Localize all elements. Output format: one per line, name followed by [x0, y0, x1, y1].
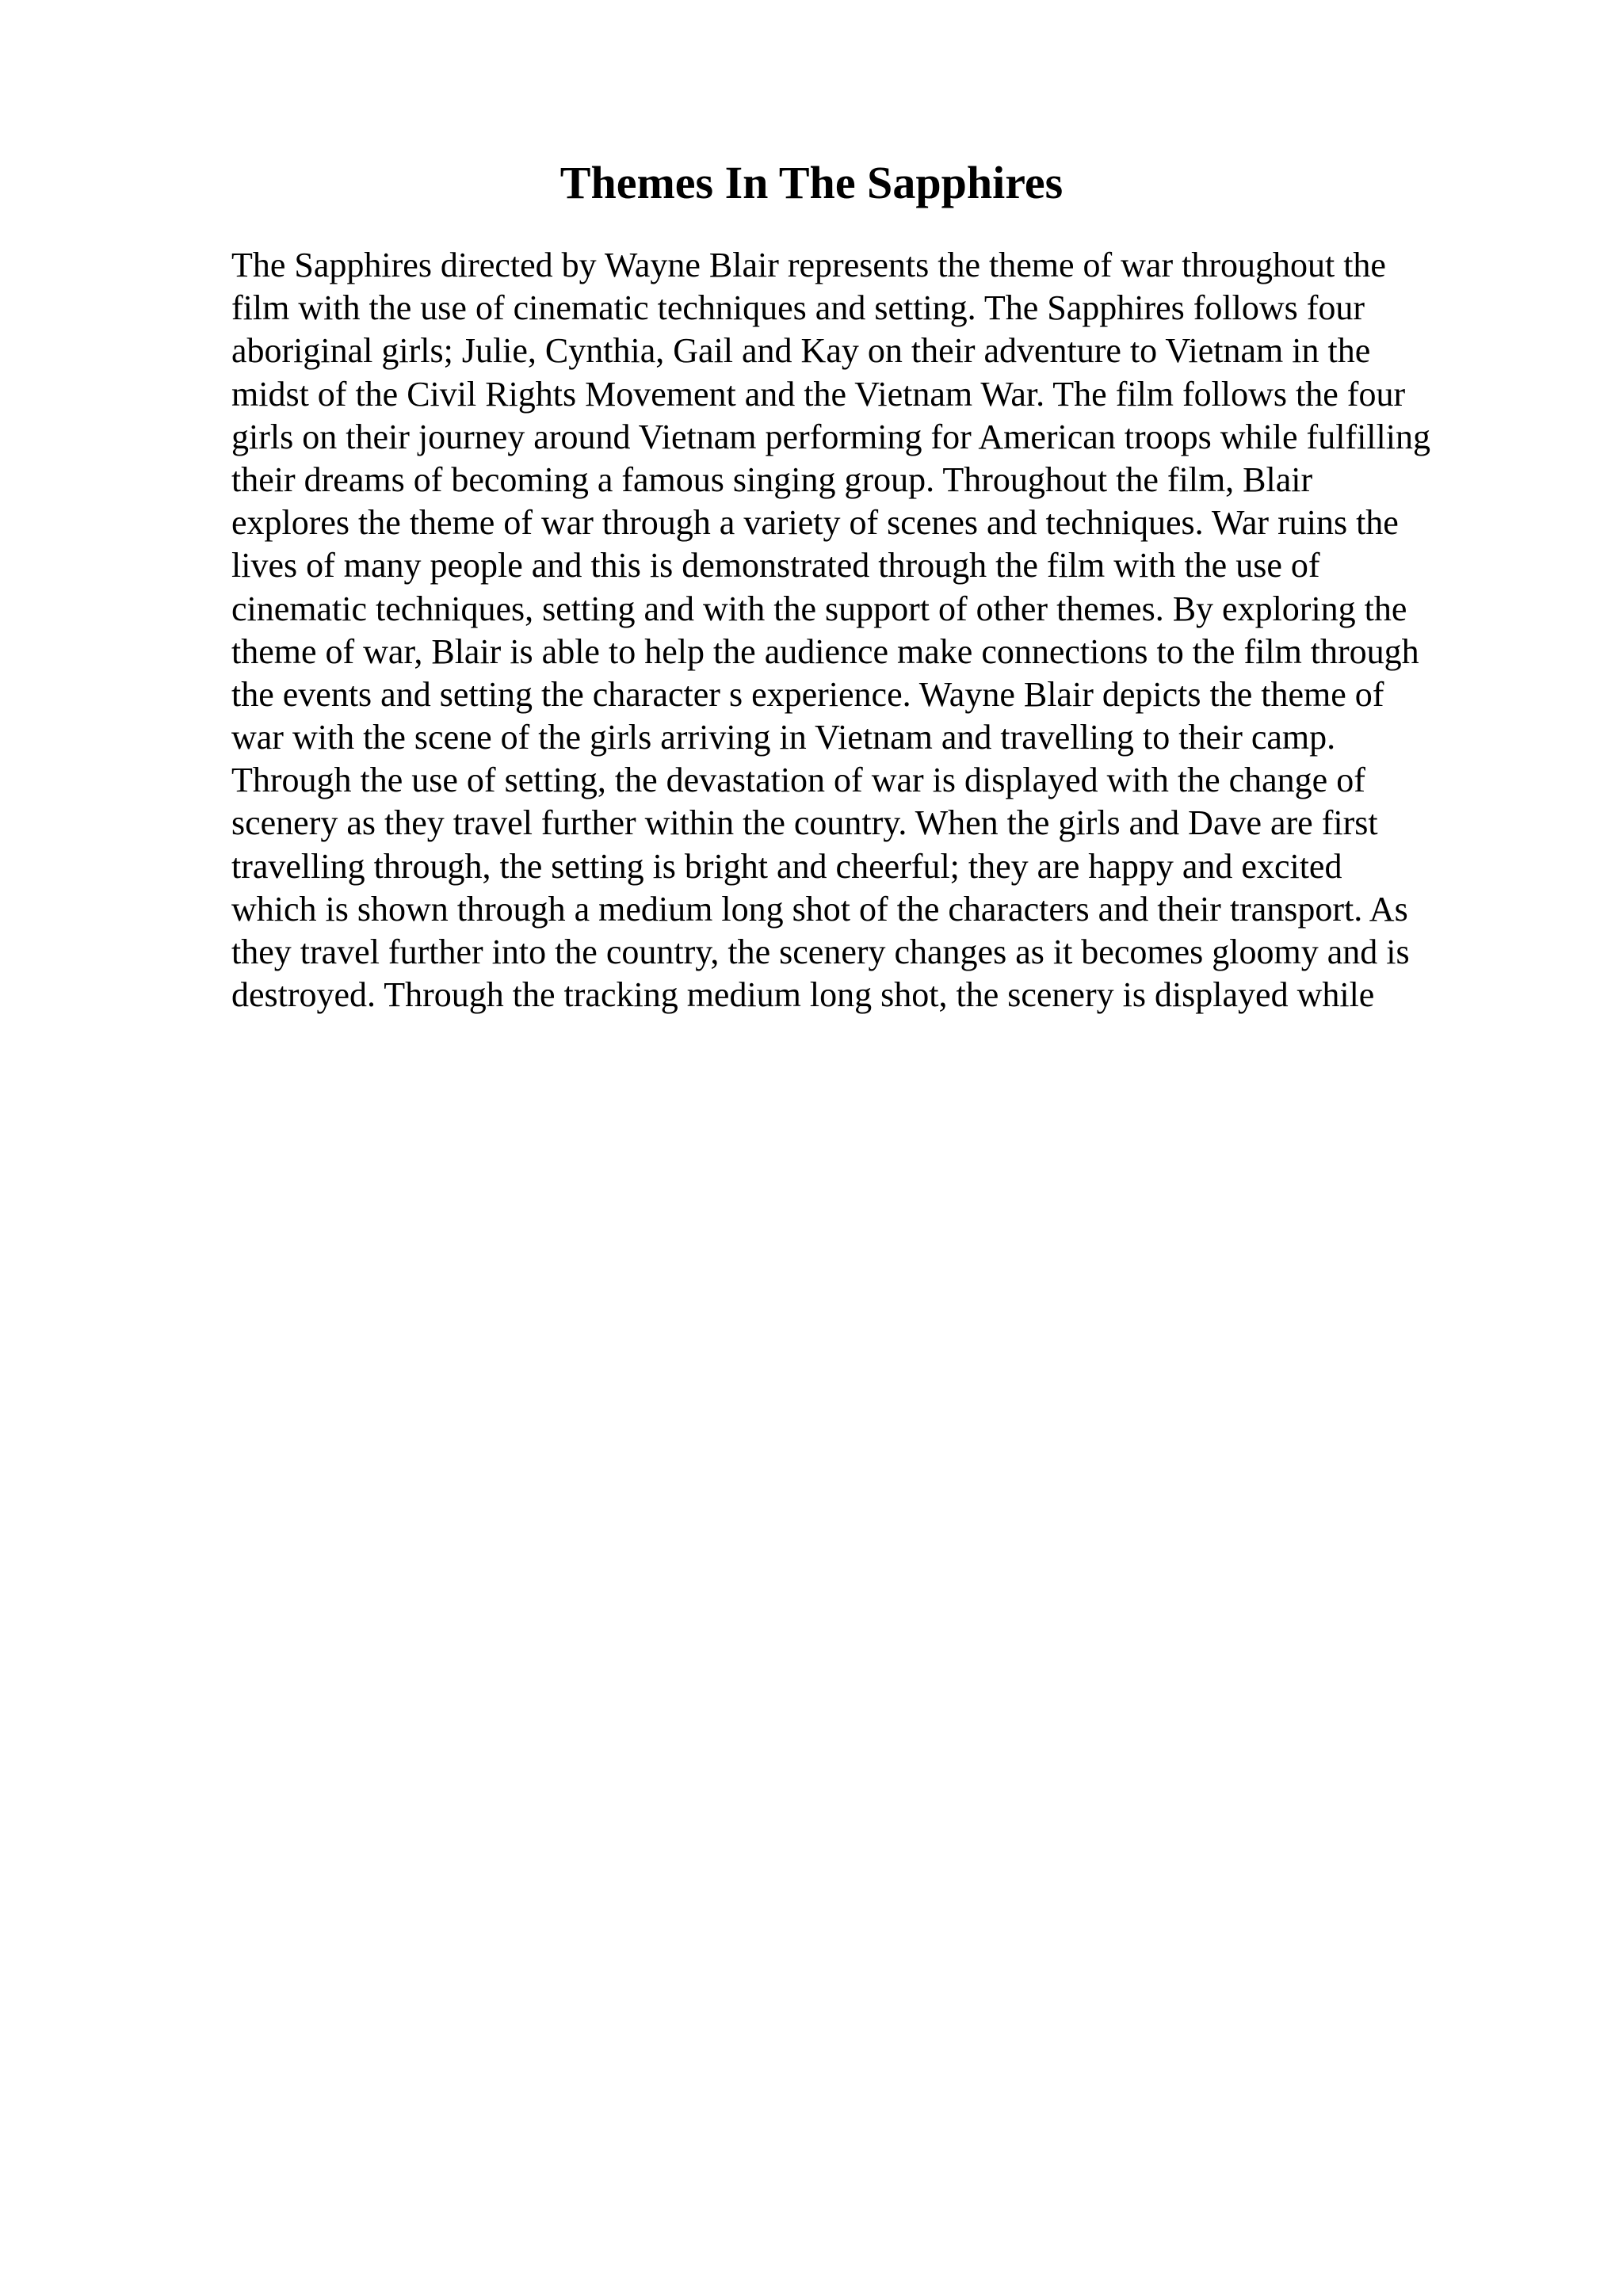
body-line: scenery as they travel further within the country. When the girls and Dave are first [231, 803, 1378, 843]
body-line: midst of the Civil Rights Movement and the Vietnam War. The film follows the four [231, 374, 1406, 414]
body-line: destroyed. Through the tracking medium long shot, the scenery is displayed while [231, 975, 1375, 1015]
document-body [231, 244, 1515, 1016]
body-line: which is shown through a medium long shot of the characters and their transport. As [231, 889, 1408, 929]
body-line: The Sapphires directed by Wayne Blair represents the theme of war throughout the [231, 246, 1386, 284]
body-line: cinematic techniques, setting and with the support of other themes. By exploring the [231, 589, 1407, 628]
body-line: they travel further into the country, the scenery changes as it becomes gloomy and is [231, 933, 1410, 971]
body-line: theme of war, Blair is able to help the audience make connections to the film through [231, 631, 1419, 671]
body-line: girls on their journey around Vietnam performing for American troops while fulfilling [231, 417, 1430, 456]
body-line: the events and setting the character s experience. Wayne Blair depicts the theme of [231, 674, 1384, 714]
body-line: travelling through, the setting is bright and cheerful; they are happy and excited [231, 846, 1342, 886]
document-title: Themes In The Sapphires [559, 157, 1064, 208]
body-line: film with the use of cinematic techniques and setting. The Sapphires follows four [231, 288, 1365, 328]
body-line: war with the scene of the girls arriving in Vietnam and travelling to their camp. [231, 718, 1336, 757]
body-line: lives of many people and this is demonstrated through the film with the use of [231, 546, 1320, 585]
body-line: explores the theme of war through a variety of scenes and techniques. War ruins the [231, 503, 1399, 543]
body-line: aboriginal girls; Julie, Cynthia, Gail and Kay on their adventure to Vietnam in the [231, 331, 1371, 371]
body-line: their dreams of becoming a famous singing group. Throughout the film, Blair [231, 460, 1313, 499]
body-line: Through the use of setting, the devastation of war is displayed with the change of [231, 761, 1365, 800]
